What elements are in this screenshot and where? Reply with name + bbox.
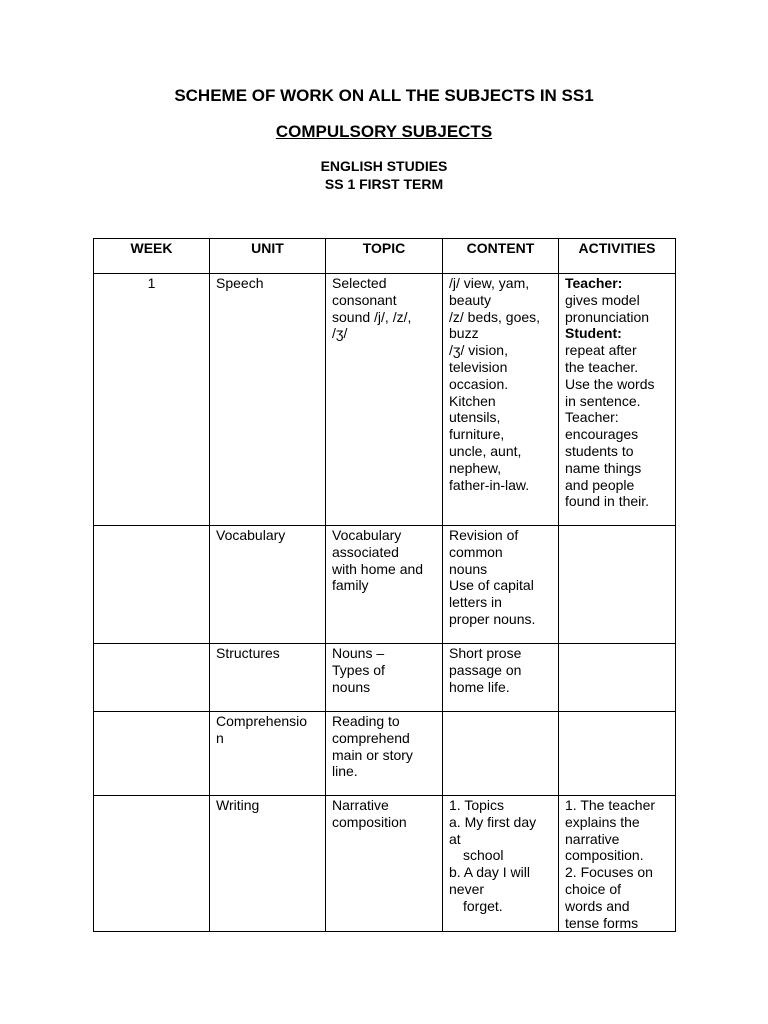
content-line: proper nouns.	[449, 610, 536, 627]
topic-line: associated	[332, 543, 399, 560]
activities-line: name things	[565, 459, 642, 476]
activities-line: gives model	[565, 291, 640, 308]
content-line: b. A day I will	[449, 864, 530, 881]
content-line: passage on	[449, 661, 522, 678]
topic-line: Types of	[332, 661, 385, 678]
content-line: utensils,	[449, 409, 501, 426]
topic-line: main or story	[332, 746, 413, 763]
activities-line: pronunciation	[565, 308, 650, 325]
activities-line: 2. Focuses on	[565, 864, 653, 881]
activities-line: and people	[565, 476, 635, 493]
activities-cell	[559, 796, 676, 932]
header-week: WEEK	[94, 239, 210, 274]
content-line: a. My first day	[449, 813, 537, 830]
activities-line: 1. The teacher	[565, 797, 656, 813]
content-line: letters in	[449, 594, 502, 611]
content-line: Revision of	[449, 527, 519, 543]
content-line: at	[449, 830, 461, 847]
content-line: /j/ view, yam,	[449, 275, 530, 291]
activities-line: repeat after	[565, 342, 637, 359]
activities-line: explains the	[565, 813, 640, 830]
topic-line: line.	[332, 763, 358, 780]
document-title: SCHEME OF WORK ON ALL THE SUBJECTS IN SS1	[174, 86, 594, 105]
table-row	[94, 526, 676, 644]
content-line: /ʒ/ vision,	[449, 342, 508, 359]
content-line: Short prose	[449, 645, 522, 661]
activities-line: words and	[565, 897, 630, 914]
content-line: furniture,	[449, 426, 505, 443]
content-line: nouns	[449, 560, 488, 577]
content-line: school	[463, 847, 504, 864]
term-heading: SS 1 FIRST TERM	[324, 176, 444, 192]
topic-line: /ʒ/	[332, 325, 348, 342]
topic-line: Reading to	[332, 713, 400, 729]
content-line: forget.	[463, 897, 503, 914]
week-cell	[94, 796, 210, 932]
table-row	[94, 712, 676, 796]
activities-cell	[559, 274, 676, 526]
activities-line: the teacher.	[565, 358, 639, 375]
activities-line: Teacher:	[565, 409, 619, 426]
content-line: common	[449, 543, 503, 560]
content-line: beauty	[449, 291, 492, 308]
topic-line: family	[332, 577, 369, 594]
topic-line: sound /j/, /z/,	[332, 308, 412, 325]
activities-cell	[559, 644, 676, 712]
activities-line: tense forms	[565, 914, 639, 931]
unit-cell: Comprehensio n	[210, 712, 326, 796]
content-line: home life.	[449, 678, 510, 695]
activities-line: choice of	[565, 880, 622, 897]
activities-line: in sentence.	[565, 392, 641, 409]
content-cell	[443, 712, 559, 796]
scheme-table	[93, 238, 676, 932]
table-body	[94, 274, 676, 932]
week-cell	[94, 712, 210, 796]
content-line: 1. Topics	[449, 797, 504, 813]
table-header-row	[94, 239, 676, 274]
topic-line: Vocabulary	[332, 527, 402, 543]
content-line: buzz	[449, 325, 479, 342]
header-topic: TOPIC	[326, 239, 443, 274]
activities-line: composition.	[565, 847, 644, 864]
table-row	[94, 644, 676, 712]
activities-cell	[559, 712, 676, 796]
topic-line: Narrative	[332, 797, 389, 813]
content-cell	[443, 274, 559, 526]
header-unit: UNIT	[210, 239, 326, 274]
topic-cell	[326, 796, 443, 932]
document-subtitle: COMPULSORY SUBJECTS	[275, 122, 493, 141]
topic-cell	[326, 712, 443, 796]
topic-cell	[326, 644, 443, 712]
activities-line: Teacher:	[565, 275, 623, 291]
topic-cell	[326, 274, 443, 526]
header-activities: ACTIVITIES	[559, 239, 676, 274]
content-line: never	[449, 880, 485, 897]
activities-line: found in their.	[565, 493, 650, 510]
unit-cell: Writing	[210, 796, 326, 932]
topic-line: with home and	[332, 560, 424, 577]
topic-line: Nouns –	[332, 645, 385, 661]
table-row	[94, 274, 676, 526]
activities-line: Student:	[565, 325, 622, 342]
topic-line: consonant	[332, 291, 397, 308]
topic-line: composition	[332, 813, 407, 830]
unit-cell: Structures	[210, 644, 326, 712]
content-cell	[443, 644, 559, 712]
topic-line: comprehend	[332, 729, 410, 746]
content-line: Use of capital	[449, 577, 534, 594]
content-line: father-in-law.	[449, 476, 530, 493]
content-line: Kitchen	[449, 392, 496, 409]
content-line: uncle, aunt,	[449, 442, 522, 459]
content-line: nephew,	[449, 459, 502, 476]
topic-line: Selected	[332, 275, 387, 291]
activities-line: Use the words	[565, 375, 655, 392]
activities-cell	[559, 526, 676, 644]
content-line: television	[449, 358, 508, 375]
topic-line: nouns	[332, 678, 371, 695]
unit-cell: Speech	[210, 274, 326, 526]
activities-line: narrative	[565, 830, 620, 847]
topic-cell	[326, 526, 443, 644]
content-cell	[443, 526, 559, 644]
week-cell	[94, 644, 210, 712]
subject-heading: ENGLISH STUDIES	[320, 158, 448, 174]
week-cell	[94, 526, 210, 644]
activities-line: students to	[565, 442, 634, 459]
activities-line: encourages	[565, 426, 639, 443]
content-line: /z/ beds, goes,	[449, 308, 541, 325]
content-line: occasion.	[449, 375, 509, 392]
content-cell	[443, 796, 559, 932]
unit-cell: Vocabulary	[210, 526, 326, 644]
header-content: CONTENT	[443, 239, 559, 274]
week-cell: 1	[94, 274, 210, 526]
table-row	[94, 796, 676, 932]
